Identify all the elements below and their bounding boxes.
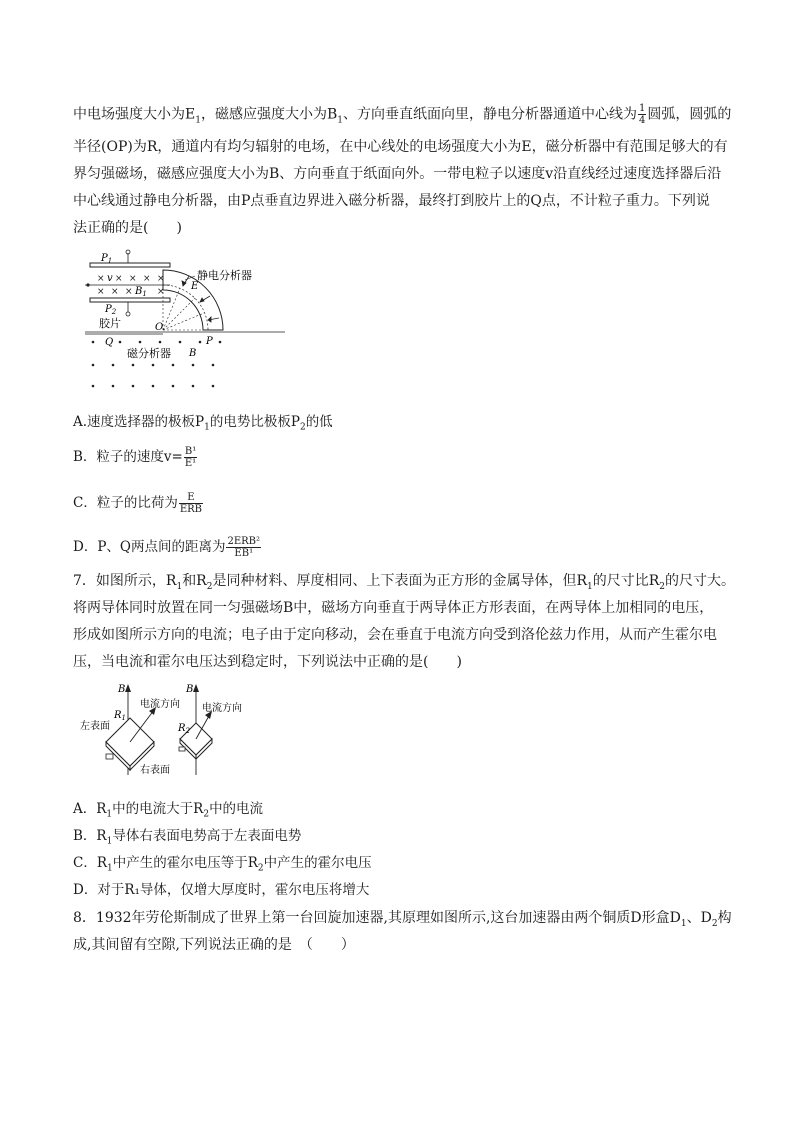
svg-text:×: × xyxy=(111,287,119,297)
r1-label: $R_1$ xyxy=(114,710,126,722)
q7-line-4: 压，当电流和霍尔电压达到稳定时，下列说法中正确的是( ) xyxy=(73,654,462,670)
q7-option-d: D．对于R₁导体，仅增大厚度时，霍尔电压将增大 xyxy=(73,882,370,898)
quarter-fraction: $\frac{1}{4}$ xyxy=(639,103,646,126)
r2-label: $R_2$ xyxy=(178,723,190,735)
q7-option-b: B．$R_1$导体右表面电势高于左表面电势 xyxy=(73,828,302,847)
b-left-label: B xyxy=(118,684,126,695)
svg-text:×: × xyxy=(97,287,105,297)
b-label: B xyxy=(189,348,197,359)
q7-line-1: 7．如图所示，$R_1$和$R_2$是同种材料、厚度相同、上下表面为正方形的金属导体，但$R_1$的尺寸比$R_2$的尺寸大。 xyxy=(73,573,736,592)
q-label: Q xyxy=(105,337,114,348)
p-label: P xyxy=(206,336,213,347)
svg-text:×: × xyxy=(115,274,123,284)
q8-line-1: 8．1932年劳伦斯制成了世界上第一台回旋加速器,其原理如图所示,这台加速器由两个铜质D形盒$D_1$、$D_2$构 xyxy=(73,910,732,929)
film-label: 胶片 xyxy=(99,317,121,330)
b-right-label: B xyxy=(186,684,194,695)
magnetic-analyzer-label: 磁分析器 xyxy=(127,347,171,360)
q6-line-3: 界匀强磁场，磁感应强度大小为B、方向垂直于纸面向外。一带电粒子以速度v沿直线经过速度选择器后沿 xyxy=(73,166,722,182)
left-face-label: 左表面 xyxy=(80,721,110,732)
svg-text:×: × xyxy=(97,274,105,284)
q6-line-4: 中心线通过静电分析器，由P点垂直边界进入磁分析器，最终打到胶片上的Q点，不计粒子重力。下列说 xyxy=(73,193,710,209)
svg-text:×: × xyxy=(143,274,151,284)
right-face-label: 右表面 xyxy=(140,765,170,776)
p1-label: $P_1$ xyxy=(101,253,113,265)
q6-option-d: D．P、Q两点间的距离为 $\frac{\text{2ERB²}}{\text{EB¹}}$ xyxy=(73,536,261,559)
q6-option-a: A.速度选择器的极板$P_1$的电势比极板$P_2$的低 xyxy=(73,414,333,433)
svg-text:×: × xyxy=(129,274,137,284)
svg-text:×: × xyxy=(157,287,165,297)
plate-p2 xyxy=(90,298,170,302)
q7-line-3: 形成如图所示方向的电流；电子由于定向移动，会在垂直于电流方向受到洛伦兹力作用，从而产生霍尔电 xyxy=(73,627,717,643)
v-label: v xyxy=(107,273,113,284)
o-label: O xyxy=(155,322,164,333)
q8-line-2: 成,其间留有空隙,下列说法正确的是 （ ） xyxy=(73,937,355,953)
electrostatic-analyzer-label: 静电分析器 xyxy=(197,269,252,282)
q6-option-c: C．粒子的比荷为 $\frac{E}{\text{ERB}}$ xyxy=(73,492,203,515)
e-label: E xyxy=(191,281,199,292)
svg-text:×: × xyxy=(125,287,133,297)
hall-conductors-figure xyxy=(78,680,278,780)
current-direction-1: 电流方向 xyxy=(140,699,180,710)
p2-label: $P_2$ xyxy=(105,304,117,316)
q7-option-c: C．$R_1$中产生的霍尔电压等于$R_2$中产生的霍尔电压 xyxy=(73,855,372,874)
q7-option-a: A．$R_1$中的电流大于$R_2$中的电流 xyxy=(73,801,264,820)
current-direction-2: 电流方向 xyxy=(202,703,242,714)
q6-line-1: 中电场强度大小为$E_1$，磁感应强度大小为$B_1$、方向垂直纸面向里，静电分析器通道中心线为 $\frac{1}{4}$ 圆弧，圆弧的 xyxy=(73,103,732,126)
q6-option-b: B．粒子的速度v= $\frac{\text{B¹}}{\text{E¹}}$ xyxy=(73,446,197,469)
b1-label: $B_1$ xyxy=(135,286,147,298)
q6-line-2: 半径(OP)为R，通道内有均匀辐射的电场，在中心线处的电场强度大小为E，磁分析器中有范围足够大的有 xyxy=(73,139,728,155)
q6-line-5: 法正确的是( ) xyxy=(73,220,182,236)
q7-line-2: 将两导体同时放置在同一匀强磁场B中，磁场方向垂直于两导体正方形表面，在两导体上加相同的电压， xyxy=(73,600,714,616)
svg-text:×: × xyxy=(157,274,165,284)
mass-spectrometer-figure xyxy=(85,248,285,393)
